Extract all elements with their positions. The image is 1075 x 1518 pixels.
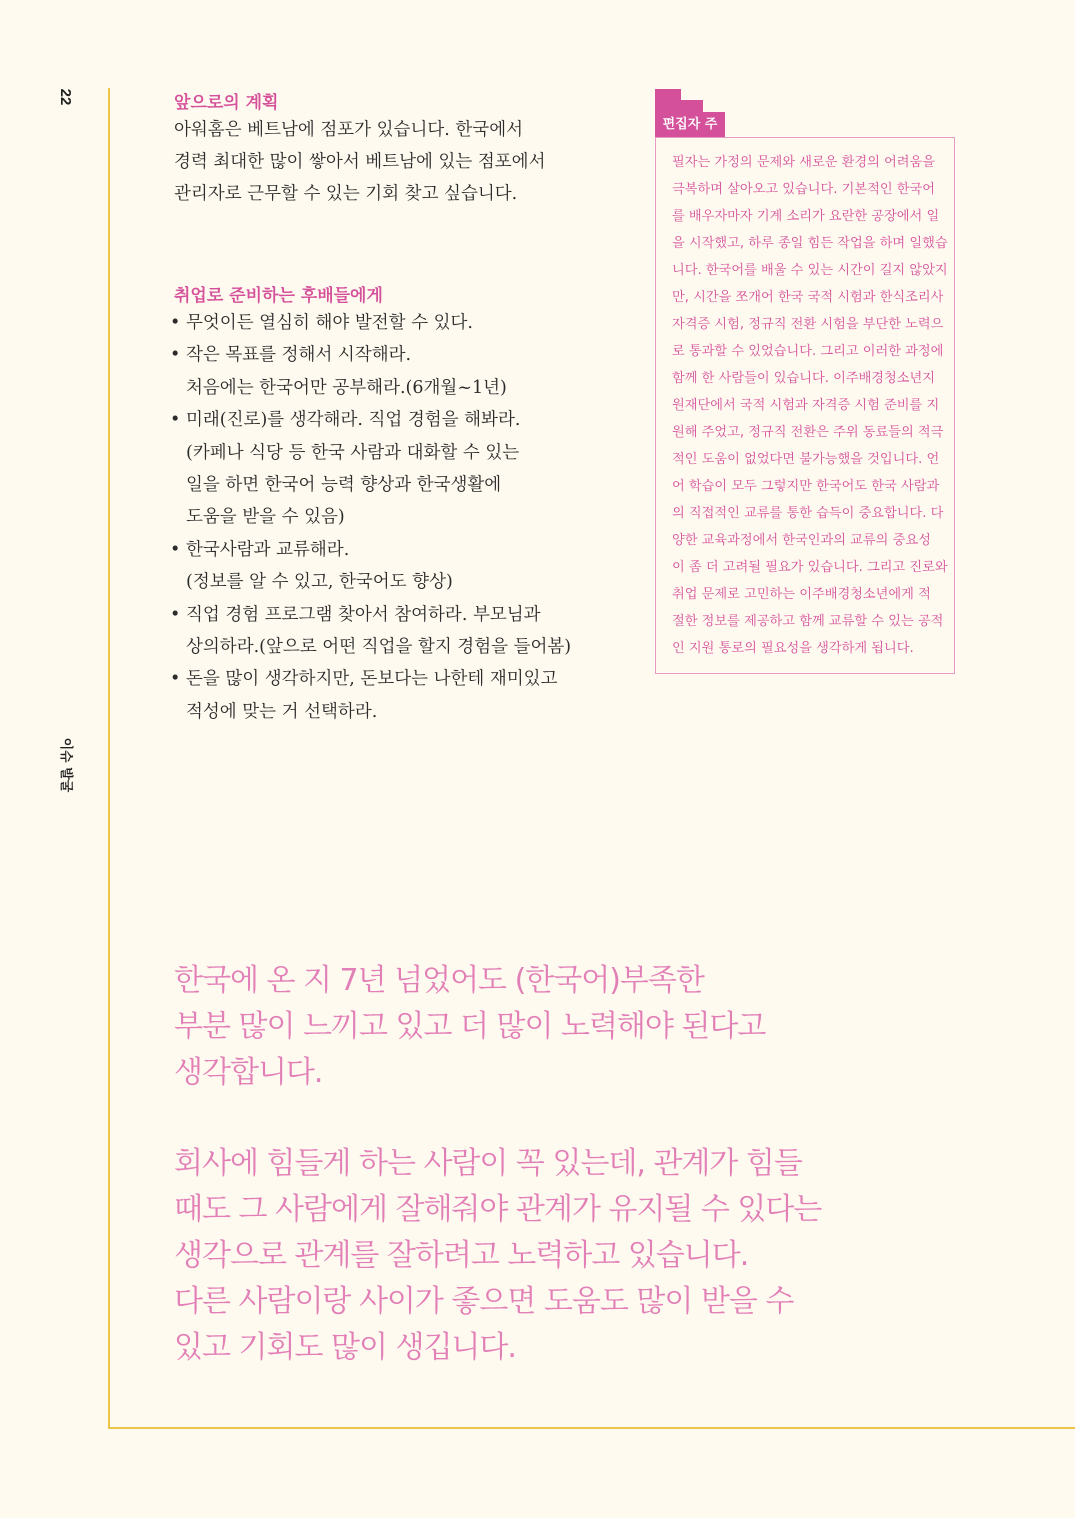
plans-heading: 앞으로의 계획 bbox=[174, 93, 279, 113]
editor-tab-decoration bbox=[681, 100, 703, 112]
left-margin-rule bbox=[108, 88, 110, 1429]
list-item-line: 한국사람과 교류해라. bbox=[186, 539, 350, 560]
list-item-line: 상의하라.(앞으로 어떤 직업을 할지 경험을 들어봄) bbox=[186, 637, 572, 658]
list-item-line: 도움을 받을 수 있음) bbox=[186, 507, 345, 528]
pull-quote-line: 생각합니다. bbox=[174, 1055, 323, 1090]
editor-note-line: 함께 한 사람들이 있습니다. 이주배경청소년지 bbox=[672, 371, 936, 386]
list-item-line: 작은 목표를 정해서 시작해라. bbox=[186, 345, 412, 366]
editor-note-line: 원재단에서 국적 시험과 자격증 시험 준비를 지 bbox=[672, 398, 940, 413]
list-item-line: 직업 경험 프로그램 찾아서 참여하라. 부모님과 bbox=[186, 604, 541, 625]
list-item-line: 일을 하면 한국어 능력 향상과 한국생활에 bbox=[186, 475, 502, 496]
editor-note-line: 필자는 가정의 문제와 새로운 환경의 어려움을 bbox=[672, 155, 936, 170]
pull-quote bbox=[174, 1141, 821, 1371]
plans-body bbox=[174, 114, 545, 210]
list-item-line: 미래(진로)를 생각해라. 직업 경험을 해봐라. bbox=[186, 410, 521, 431]
list-item bbox=[170, 534, 571, 599]
editor-note-line: 극복하며 살아오고 있습니다. 기본적인 한국어 bbox=[672, 182, 936, 197]
side-running-title: 이슈 발굴 bbox=[58, 737, 73, 793]
list-item bbox=[170, 404, 571, 534]
editor-note-line: 양한 교육과정에서 한국인과의 교류의 중요성 bbox=[672, 533, 931, 548]
pull-quote-line: 생각으로 관계를 잘하려고 노력하고 있습니다. bbox=[174, 1238, 749, 1273]
editor-note-line: 을 시작했고, 하루 종일 힘든 작업을 하며 일했습 bbox=[672, 236, 948, 251]
plans-line: 아워홈은 베트남에 점포가 있습니다. 한국에서 bbox=[174, 120, 524, 140]
list-item-line: 적성에 맞는 거 선택하라. bbox=[186, 701, 378, 722]
list-item-line: 돈을 많이 생각하지만, 돈보다는 나한테 재미있고 bbox=[186, 669, 558, 690]
advice-list bbox=[170, 307, 571, 728]
plans-line: 관리자로 근무할 수 있는 기회 찾고 싶습니다. bbox=[174, 184, 518, 204]
list-item-line: 처음에는 한국어만 공부해라.(6개월~1년) bbox=[186, 377, 507, 398]
editor-note-line: 만, 시간을 쪼개어 한국 국적 시험과 한식조리사 bbox=[672, 290, 944, 305]
advice-heading: 취업로 준비하는 후배들에게 bbox=[174, 286, 383, 306]
editor-note-line: 인 지원 통로의 필요성을 생각하게 됩니다. bbox=[672, 641, 914, 656]
list-item-line: 무엇이든 열심히 해야 발전할 수 있다. bbox=[186, 313, 473, 333]
editor-note-line: 니다. 한국어를 배울 수 있는 시간이 길지 않았지 bbox=[672, 263, 948, 278]
editor-note-line: 를 배우자마자 기계 소리가 요란한 공장에서 일 bbox=[672, 209, 940, 224]
pull-quote-line: 부분 많이 느끼고 있고 더 많이 노력해야 된다고 bbox=[174, 1009, 766, 1044]
bottom-margin-rule bbox=[108, 1427, 1075, 1429]
page-number: 22 bbox=[57, 88, 74, 106]
bullet-mark: • bbox=[170, 345, 181, 366]
list-item bbox=[170, 307, 571, 339]
editor-tab-decoration bbox=[655, 89, 681, 112]
pull-quote bbox=[174, 958, 765, 1096]
editor-note-text bbox=[672, 149, 946, 662]
list-item bbox=[170, 663, 571, 728]
pull-quote-line: 회사에 힘들게 하는 사람이 꼭 있는데, 관계가 힘들 bbox=[174, 1146, 802, 1181]
pull-quote-line: 있고 기회도 많이 생깁니다. bbox=[174, 1330, 516, 1365]
list-item bbox=[170, 339, 571, 404]
pull-quote-line: 한국에 온 지 7년 넘었어도 (한국어)부족한 bbox=[174, 963, 704, 998]
bullet-mark: • bbox=[170, 313, 181, 333]
editor-note-line: 자격증 시험, 정규직 전환 시험을 부단한 노력으 bbox=[672, 317, 944, 332]
bullet-mark: • bbox=[170, 604, 181, 625]
pull-quote-line: 다른 사람이랑 사이가 좋으면 도움도 많이 받을 수 bbox=[174, 1284, 794, 1319]
bullet-mark: • bbox=[170, 669, 181, 690]
editor-note-line: 의 직접적인 교류를 통한 습득이 중요합니다. 다 bbox=[672, 506, 944, 521]
editor-note-line: 로 통과할 수 있었습니다. 그리고 이러한 과정에 bbox=[672, 344, 944, 359]
editor-note-line: 절한 정보를 제공하고 함께 교류할 수 있는 공적 bbox=[672, 614, 944, 629]
editor-note-line: 이 좀 더 고려될 필요가 있습니다. 그리고 진로와 bbox=[672, 560, 948, 575]
editor-note-label: 편집자 주 bbox=[655, 112, 725, 137]
editor-note-line: 원해 주었고, 정규직 전환은 주위 동료들의 적극 bbox=[672, 425, 944, 440]
pull-quote-line: 때도 그 사람에게 잘해줘야 관계가 유지될 수 있다는 bbox=[174, 1192, 822, 1227]
list-item-line: (정보를 알 수 있고, 한국어도 향상) bbox=[186, 572, 453, 593]
list-item-line: (카페나 식당 등 한국 사람과 대화할 수 있는 bbox=[186, 442, 520, 463]
plans-line: 경력 최대한 많이 쌓아서 베트남에 있는 점포에서 bbox=[174, 152, 546, 172]
bullet-mark: • bbox=[170, 539, 181, 560]
editor-note-line: 어 학습이 모두 그렇지만 한국어도 한국 사람과 bbox=[672, 479, 940, 494]
list-item bbox=[170, 599, 571, 664]
editor-note-line: 적인 도움이 없었다면 불가능했을 것입니다. 언 bbox=[672, 452, 940, 467]
editor-note-line: 취업 문제로 고민하는 이주배경청소년에게 적 bbox=[672, 587, 931, 602]
bullet-mark: • bbox=[170, 410, 181, 431]
